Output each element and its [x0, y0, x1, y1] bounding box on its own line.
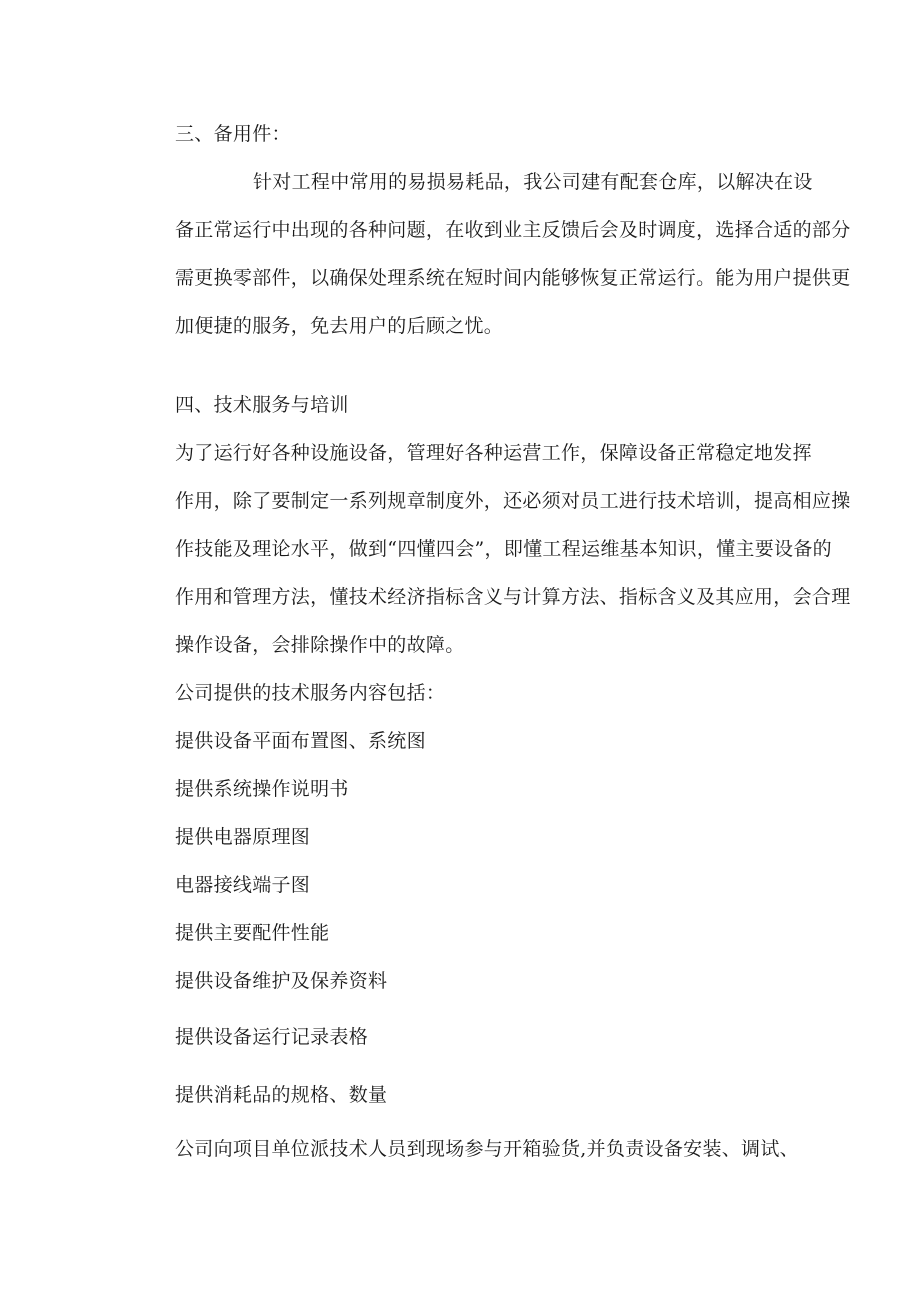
paragraph-line: 需更换零部件，以确保处理系统在短时间内能够恢复正常运行。能为用户提供更	[175, 267, 851, 289]
list-intro: 公司提供的技术服务内容包括：	[175, 682, 446, 704]
list-item: 电器接线端子图	[175, 874, 311, 896]
paragraph-line: 作用，除了要制定一系列规章制度外，还必须对员工进行技术培训，提高相应操	[175, 490, 851, 512]
paragraph-line: 操作设备，会排除操作中的故障。	[175, 634, 465, 656]
section-heading-spare-parts: 三、备用件：	[175, 123, 291, 145]
paragraph-line: 针对工程中常用的易损易耗品，我公司建有配套仓库，以解决在设	[253, 171, 813, 193]
list-item: 提供设备运行记录表格	[175, 1026, 369, 1048]
list-item: 提供电器原理图	[175, 826, 311, 848]
paragraph-line: 加便捷的服务，免去用户的后顾之忧。	[175, 315, 504, 337]
paragraph-line: 公司向项目单位派技术人员到现场参与开箱验货,并负责设备安装、调试、	[175, 1138, 799, 1160]
paragraph-line: 为了运行好各种设施设备，管理好各种运营工作，保障设备正常稳定地发挥	[175, 442, 812, 464]
paragraph-line: 作技能及理论水平，做到“四懂四会”，即懂工程运维基本知识，懂主要设备的	[175, 538, 832, 560]
list-item: 提供设备平面布置图、系统图	[175, 730, 426, 752]
paragraph-line: 备正常运行中出现的各种问题，在收到业主反馈后会及时调度，选择合适的部分	[175, 219, 851, 241]
section-heading-tech-service: 四、技术服务与培训	[175, 394, 349, 416]
list-item: 提供消耗品的规格、数量	[175, 1084, 388, 1106]
list-item: 提供主要配件性能	[175, 922, 330, 944]
list-item: 提供系统操作说明书	[175, 778, 349, 800]
list-item: 提供设备维护及保养资料	[175, 970, 388, 992]
paragraph-line: 作用和管理方法，懂技术经济指标含义与计算方法、指标含义及其应用，会合理	[175, 586, 851, 608]
